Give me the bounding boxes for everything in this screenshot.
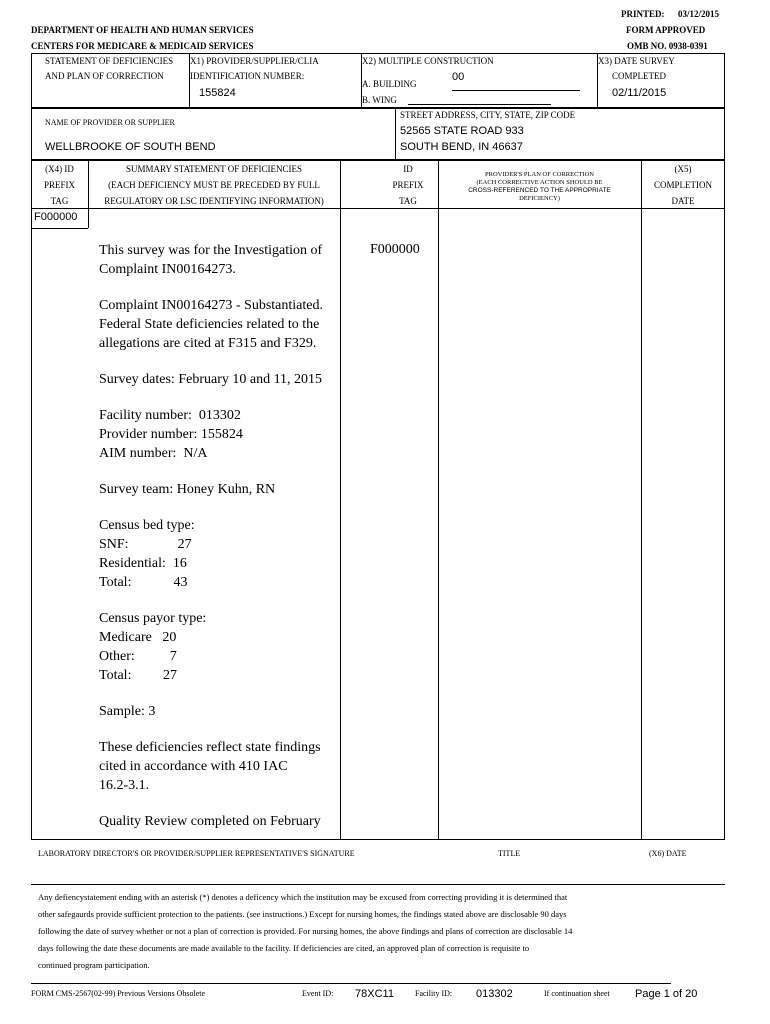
disclosure-footnote — [38, 889, 638, 974]
para-1-line-1: This survey was for the Investigation of — [99, 243, 323, 258]
para-10-line-1: Quality Review completed on February — [99, 814, 321, 829]
x5-header-1: (X5) — [674, 164, 692, 174]
id-header-2: PREFIX — [392, 180, 424, 190]
event-id-label: Event ID: — [302, 989, 334, 998]
para-3-line-1: Survey dates: February 10 and 11, 2015 — [99, 372, 323, 387]
para-7-line-4: Total: 27 — [99, 668, 177, 683]
para-4-line-1: Facility number: 013302 — [99, 408, 241, 423]
para-7-line-2: Medicare 20 — [99, 630, 177, 645]
para-6-line-4: Total: 43 — [99, 575, 188, 590]
address-line-2: SOUTH BEND, IN 46637 — [400, 141, 523, 153]
department-title: DEPARTMENT OF HEALTH AND HUMAN SERVICES — [31, 25, 254, 35]
date-survey-label-1: X3) DATE SURVEY — [598, 56, 675, 66]
para-6-line-2: SNF: 27 — [99, 537, 192, 552]
para-2-line-1: Complaint IN00164273 - Substantiated. — [99, 298, 323, 313]
x4-header-3: TAG — [50, 196, 69, 206]
continuation-label: If continuation sheet — [544, 989, 610, 998]
clia-label-2: IDENTIFICATION NUMBER: — [190, 71, 305, 81]
facility-id-label: Facility ID: — [415, 989, 453, 998]
id-header-1: ID — [403, 164, 413, 174]
statement-label-1: STATEMENT OF DEFICIENCIES — [45, 56, 174, 66]
footnote-line-4: days following the date these documents are made available to the facility. If deficiencies are cited, an approved plan of correction is requisite to — [38, 943, 530, 953]
para-4-line-3: AIM number: N/A — [99, 446, 208, 461]
printed-date: 03/12/2015 — [678, 9, 720, 19]
date-survey-value: 02/11/2015 — [612, 87, 667, 99]
x4-header-2: PREFIX — [43, 180, 75, 190]
clia-number: 155824 — [199, 87, 236, 99]
para-9-line-2: cited in accordance with 410 IAC — [99, 759, 288, 774]
centers-title: CENTERS FOR MEDICARE & MEDICAID SERVICES — [31, 41, 254, 51]
plan-header-1: PROVIDER'S PLAN OF CORRECTION — [485, 171, 594, 178]
footnote-line-2: other safegaurds provide sufficient protection to the patients. (see instructions.) Except for nursing homes, the findings stated above are disclosable 90 days — [38, 909, 567, 919]
id-header-3: TAG — [399, 196, 417, 206]
x6-date-label: (X6) DATE — [649, 849, 687, 858]
para-5-line-1: Survey team: Honey Kuhn, RN — [99, 482, 276, 497]
x5-header-3: DATE — [671, 196, 695, 206]
summary-header-3: REGULATORY OR LSC IDENTIFYING INFORMATION) — [104, 196, 324, 206]
signature-label: LABORATORY DIRECTOR'S OR PROVIDER/SUPPLIER REPRESENTATIVE'S SIGNATURE — [38, 849, 355, 858]
para-6-line-3: Residential: 16 — [99, 556, 187, 571]
address-line-1: 52565 STATE ROAD 933 — [400, 125, 524, 137]
page-number: Page 1 of 20 — [635, 988, 698, 1000]
summary-header-1: SUMMARY STATEMENT OF DEFICIENCIES — [125, 164, 303, 174]
para-8-line-1: Sample: 3 — [99, 704, 156, 719]
provider-name-label: NAME OF PROVIDER OR SUPPLIER — [45, 118, 175, 127]
para-6-line-1: Census bed type: — [99, 518, 195, 533]
para-4-line-2: Provider number: 155824 — [99, 427, 243, 442]
para-2-line-3: allegations are cited at F315 and F329. — [99, 336, 317, 351]
form-number: FORM CMS-2567(02-99) Previous Versions Obsolete — [31, 989, 206, 998]
deficiency-summary-text — [99, 241, 364, 831]
building-label: A. BUILDING — [362, 79, 417, 89]
footnote-line-5: continued program participation. — [38, 960, 150, 970]
x5-header-2: COMPLETION — [654, 180, 712, 190]
provider-name-value: WELLBROOKE OF SOUTH BEND — [45, 141, 216, 153]
facility-id-value: 013302 — [476, 988, 513, 1000]
left-prefix-tag: F000000 — [34, 211, 78, 223]
footnote-line-3: following the date of survey whether or not a plan of correction is provided. For nursing homes, the above findings and plans of correction are disclosable 14 — [38, 926, 573, 936]
x4-header-1: (X4) ID — [45, 164, 74, 174]
para-1-line-2: Complaint IN00164273. — [99, 262, 236, 277]
title-label: TITLE — [498, 849, 521, 858]
address-label: STREET ADDRESS, CITY, STATE, ZIP CODE — [400, 110, 576, 120]
wing-label: B. WING — [362, 95, 397, 105]
footnote-line-1: Any defiencystatement ending with an asterisk (*) denotes a deficency which the institution may be excused from correcting providing it is determined that — [38, 892, 568, 902]
plan-header-3: CROSS-REFERENCED TO THE APPROPRIATE — [468, 187, 611, 194]
para-2-line-2: Federal State deficiencies related to the — [99, 317, 320, 332]
para-9-line-3: 16.2-3.1. — [99, 778, 150, 793]
statement-label-2: AND PLAN OF CORRECTION — [45, 71, 164, 81]
para-7-line-3: Other: 7 — [99, 649, 177, 664]
omb-number: OMB NO. 0938-0391 — [627, 41, 708, 51]
para-7-line-1: Census payor type: — [99, 611, 207, 626]
plan-header-2: (EACH CORRECTIVE ACTION SHOULD BE — [476, 179, 603, 186]
plan-header-4: DEFICIENCY) — [519, 195, 560, 202]
summary-header-2: (EACH DEFICIENCY MUST BE PRECEDED BY FULL — [108, 180, 320, 190]
form-approved: FORM APPROVED — [626, 25, 706, 35]
multiple-construction-value: 00 — [452, 71, 465, 83]
clia-label-1: X1) PROVIDER/SUPPLIER/CLIA — [190, 56, 319, 66]
printed-label: PRINTED: — [621, 9, 665, 19]
date-survey-label-2: COMPLETED — [612, 71, 666, 81]
multiple-construction-label: X2) MULTIPLE CONSTRUCTION — [362, 56, 494, 66]
event-id-value: 78XC11 — [355, 988, 394, 1000]
right-prefix-tag: F000000 — [370, 242, 420, 257]
para-9-line-1: These deficiencies reflect state findings — [99, 740, 321, 755]
